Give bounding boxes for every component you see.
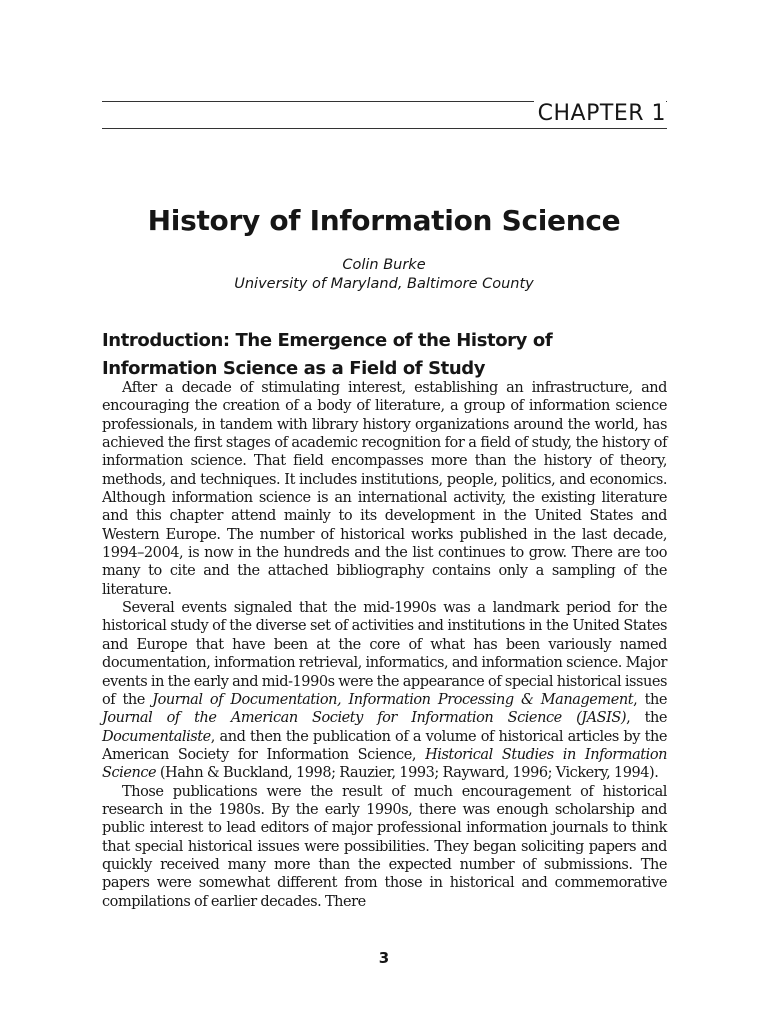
body-paragraph <box>102 599 667 782</box>
paragraph-text: After a decade of stimulating interest, establishing an infrastructure, and encouraging the creation of a body of literature, a group of information science professionals, in tandem with library history organizations around the world, has achieved the first stages of academic recognition for a field of study, the history of information science. That field encompasses more than the history of theory, methods, and techniques. It includes institutions, people, politics, and economics. Although information science is an international activity, the existing literature and this chapter attend mainly to its development in the United States and Western Europe. The number of historical works published in the last decade, 1994–2004, is now in the hundreds and the list continues to grow. There are too many to cite and the attached bibliography contains only a sampling of the literature. <box>102 380 667 598</box>
body-text <box>102 379 667 911</box>
paragraph-text: , and then the publication of a volume of historical articles by the American Society for Information Science, <box>102 728 667 763</box>
section-heading-line-1: Introduction: The Emergence of the History of <box>102 330 553 351</box>
section-heading-line-2: Information Science as a Field of Study <box>102 358 486 379</box>
chapter-label: CHAPTER 1 <box>534 100 666 128</box>
page-number: 3 <box>378 949 390 967</box>
paragraph-text: , the <box>633 691 667 708</box>
paragraph-text: , the <box>626 710 667 727</box>
author-affiliation: University of Maryland, Baltimore County <box>234 276 534 292</box>
author-name: Colin Burke <box>342 257 426 273</box>
italic-citation: Historical Studies in Information Science <box>102 746 667 782</box>
header-rule-bottom <box>102 128 667 129</box>
paragraph-text: Those publications were the result of much encouragement of historical research in the 1980s. By the early 1990s, there was enough scholarship and public interest to lead editors of major professional information journals to think that special historical issues were possibilities. They began soliciting papers and quickly received many more than the expected number of submissions. The papers were somewhat different from those in historical and commemorative compilations of earlier decades. There <box>102 783 667 910</box>
paragraph-text: (Hahn & Buckland, 1998; Rauzier, 1993; Rayward, 1996; Vickery, 1994). <box>156 765 659 782</box>
italic-citation: Documentaliste <box>102 728 211 745</box>
body-paragraph <box>102 783 667 911</box>
italic-citation: Journal of the American Society for Information Science (JASIS) <box>102 710 627 727</box>
paragraph-text: Several events signaled that the mid-1990s was a landmark period for the historical study of the diverse set of activities and institutions in the United States and Europe that have been at the core of what has been variously named documentation, information retrieval, informatics, and information science. Major events in the early and mid-1990s were the appearance of special historical issues of the <box>102 600 667 708</box>
section-heading <box>102 327 667 383</box>
italic-citation: Journal of Documentation, Information Processing & Management <box>152 691 634 708</box>
body-paragraph <box>102 379 667 599</box>
chapter-title: History of Information Science <box>147 204 621 237</box>
